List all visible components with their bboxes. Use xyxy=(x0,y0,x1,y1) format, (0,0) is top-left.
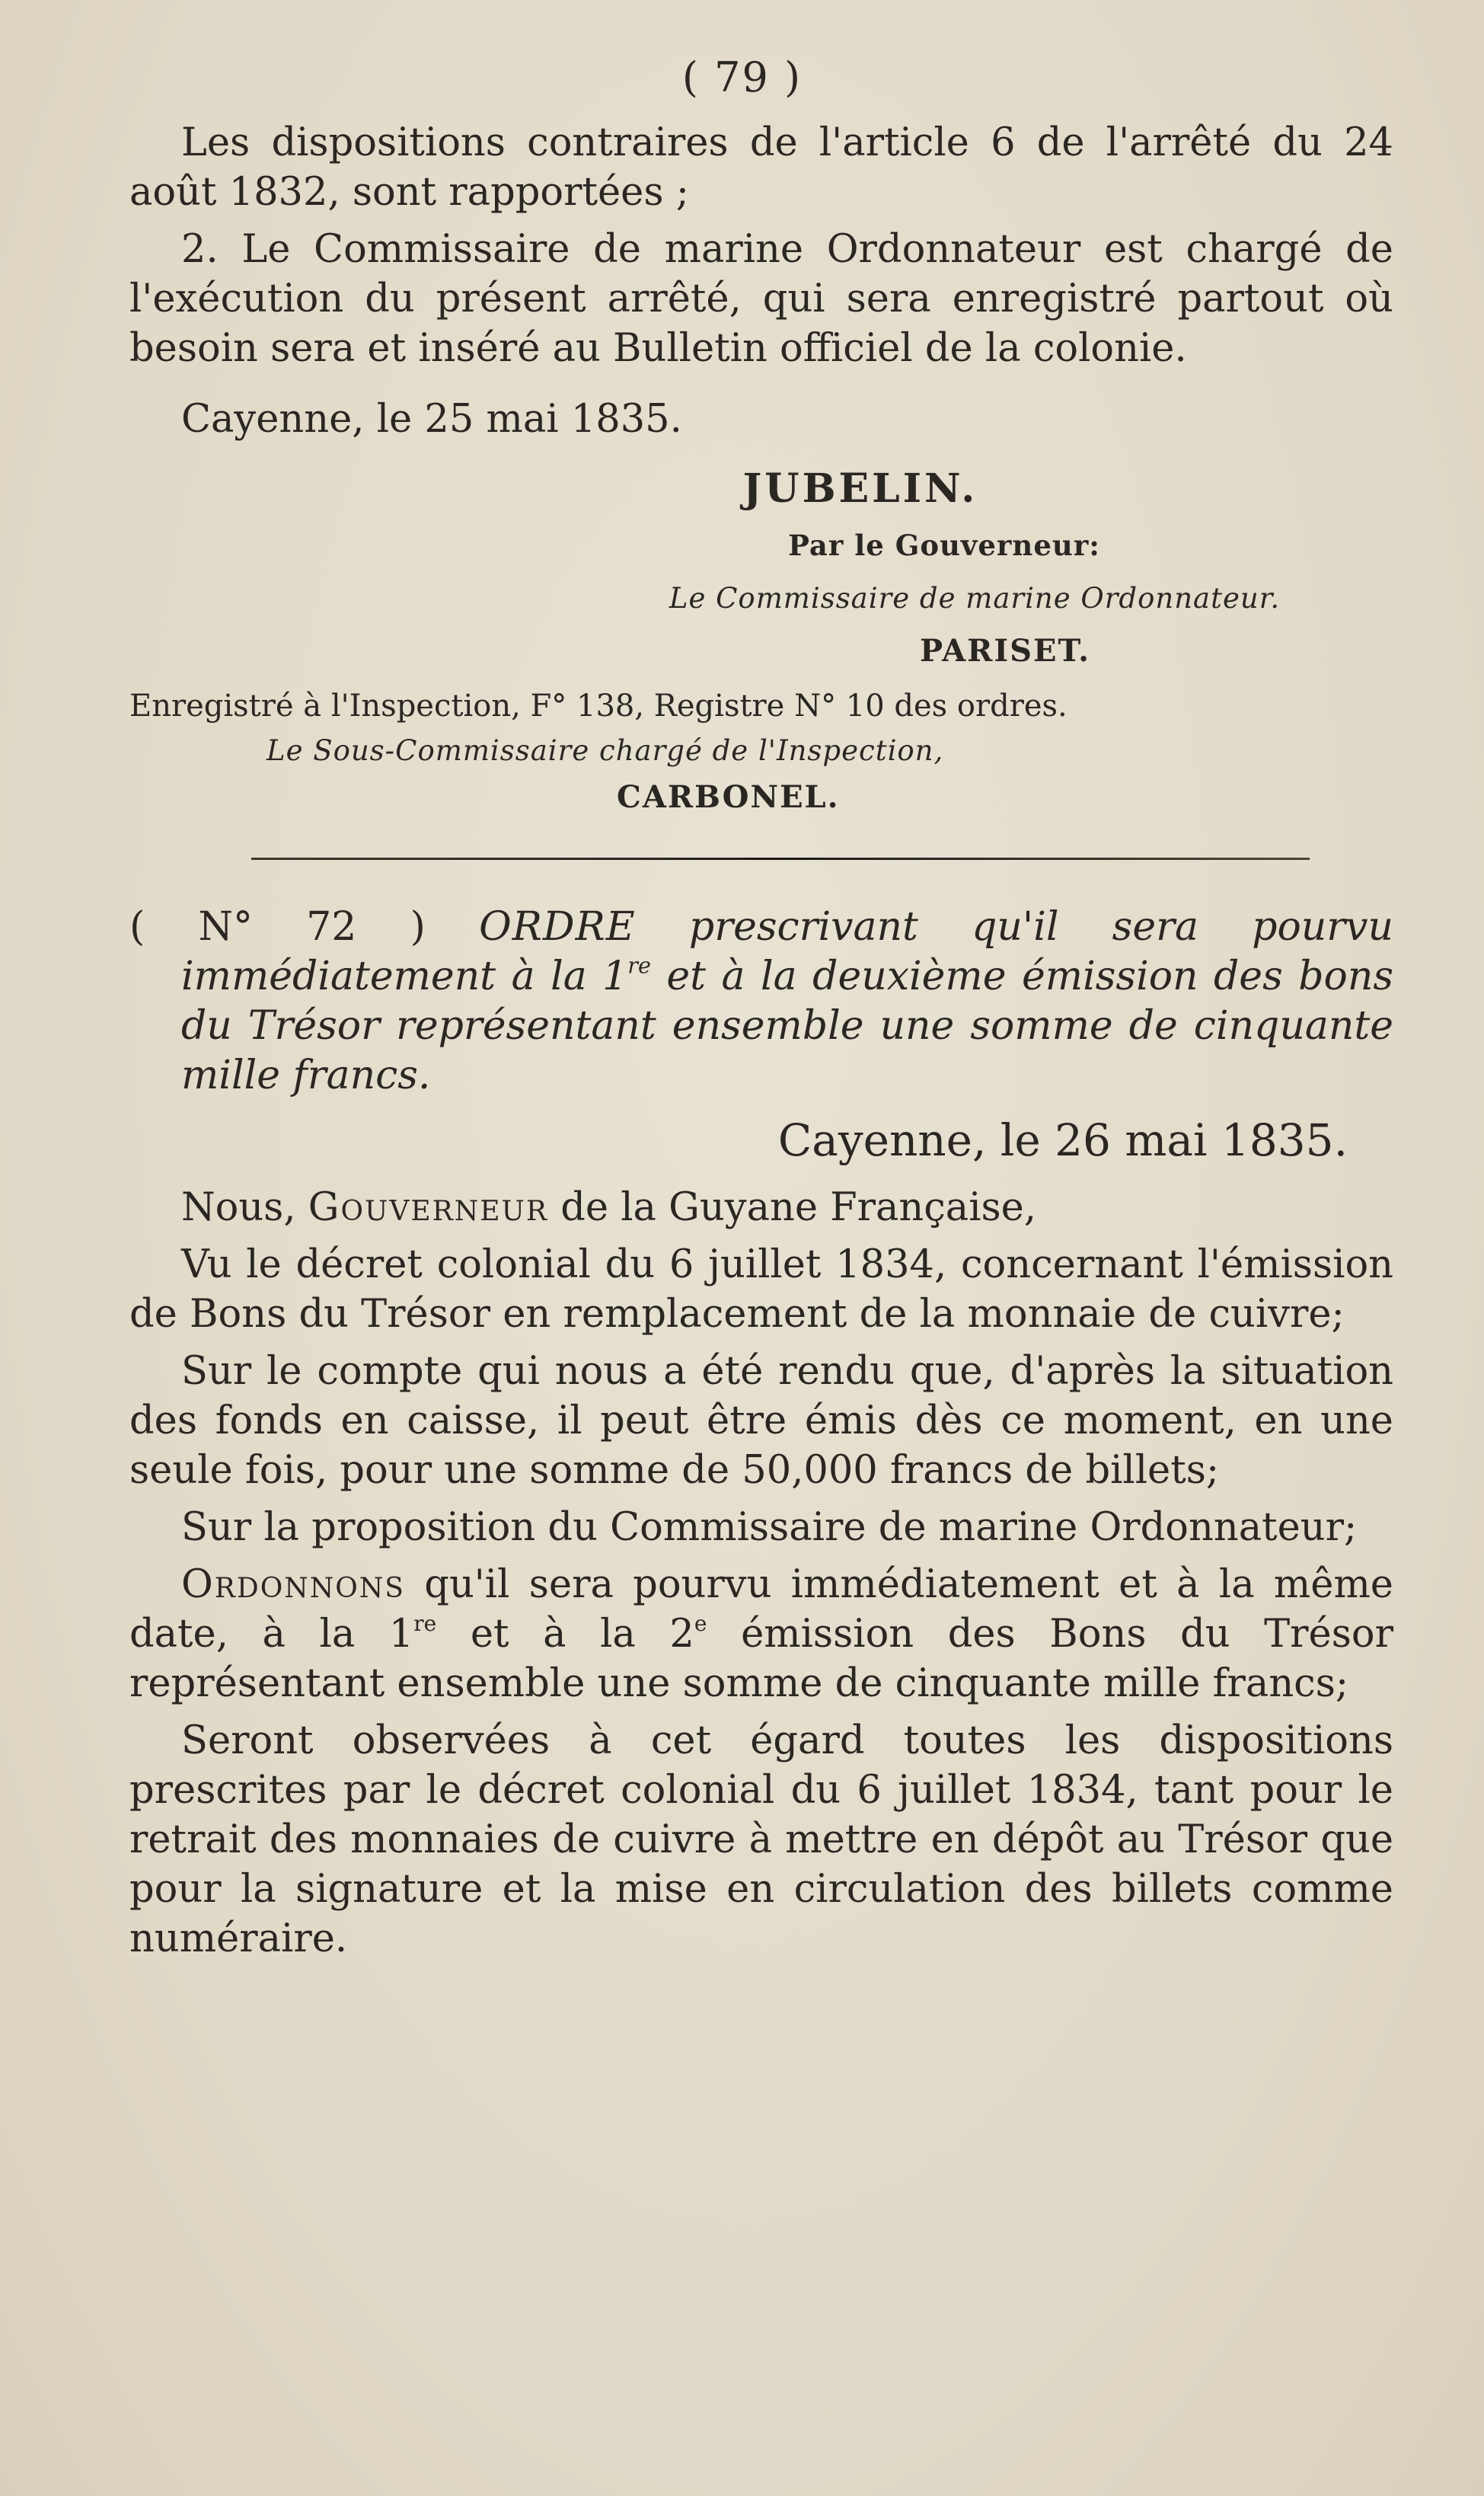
commissaire-title: Le Commissaire de marine Ordonnateur. xyxy=(669,582,1281,615)
order-compte-paragraph: Sur le compte qui nous a été rendu que, d'après la situation des fonds en caisse, il peut être émis dès ce moment, en une seule fois, pour une somme de 50,000 francs de billets; xyxy=(129,1349,1393,1493)
order-preamble xyxy=(129,1183,1393,1232)
arrete-paragraph-1: Les dispositions contraires de l'article 6 de l'arrêté du 24 août 1832, sont rapportées ; xyxy=(129,120,1393,215)
sous-commissaire-name: CARBONEL. xyxy=(617,779,840,815)
order-vu-paragraph: Vu le décret colonial du 6 juillet 1834, concernant l'émission de Bons du Trésor en remplacement de la monnaie de cuivre; xyxy=(129,1242,1393,1337)
order-heading xyxy=(129,903,1393,1101)
ordonnons-superscript-2: e xyxy=(694,1610,707,1636)
page-number: ( 79 ) xyxy=(681,53,803,101)
ordonnons-superscript-1: re xyxy=(413,1610,437,1636)
arrete-dateline: Cayenne, le 25 mai 1835. xyxy=(181,397,682,442)
order-title-superscript: re xyxy=(627,952,651,979)
ordonnons-part-3: émission des Bons du Trésor représentant ensemble une somme de cinquante mille francs; xyxy=(129,1612,1393,1706)
page-body xyxy=(129,118,1393,1964)
order-proposition-paragraph: Sur la proposition du Commissaire de marine Ordonnateur; xyxy=(181,1505,1358,1550)
preamble-rest: de la Guyane Française, xyxy=(560,1185,1037,1230)
signatory-name: JUBELIN. xyxy=(742,465,978,512)
order-seront-paragraph: Seront observées à cet égard toutes les dispositions prescrites par le décret colonial du 6 juillet 1834, tant pour le retrait des monnaies de cuivre à mettre en dépôt au Trésor que pour la signature et la mise en circulation des billets comme numéraire. xyxy=(129,1718,1393,1961)
ordonnons-part-2: et à la 2 xyxy=(470,1612,694,1657)
ordonnons-part-1: qu'il sera pourvu immédiatement et à la même date, à la 1 xyxy=(129,1562,1393,1657)
ordonnons-keyword: Ordonnons xyxy=(181,1562,405,1607)
preamble-gouverneur: Gouverneur xyxy=(308,1185,548,1230)
commissaire-name: PARISET. xyxy=(919,633,1091,669)
section-divider xyxy=(251,858,1310,860)
par-le-gouverneur: Par le Gouverneur: xyxy=(788,529,1100,562)
order-number: ( N° 72 ) xyxy=(129,904,426,950)
sous-commissaire-title: Le Sous-Commissaire chargé de l'Inspection, xyxy=(266,734,944,767)
order-title-part-1: prescrivant qu'il sera pourvu immédiatement à la 1 xyxy=(181,904,1394,999)
arrete-paragraph-2: 2. Le Commissaire de marine Ordonnateur est chargé de l'exécution du présent arrêté, qui sera enregistré partout où besoin sera et inséré au Bulletin officiel de la colonie. xyxy=(129,227,1393,371)
preamble-nous: Nous, xyxy=(181,1185,296,1230)
order-title-part-2: et à la deuxième émission des bons du Trésor représentant ensemble une somme de cinquante mille francs. xyxy=(181,954,1394,1098)
order-ordonnons-paragraph xyxy=(129,1560,1393,1708)
registration-note: Enregistré à l'Inspection, F° 138, Registre N° 10 des ordres. xyxy=(129,689,1068,724)
order-title-keyword: ORDRE xyxy=(479,904,636,950)
order-dateline: Cayenne, le 26 mai 1835. xyxy=(777,1114,1348,1166)
